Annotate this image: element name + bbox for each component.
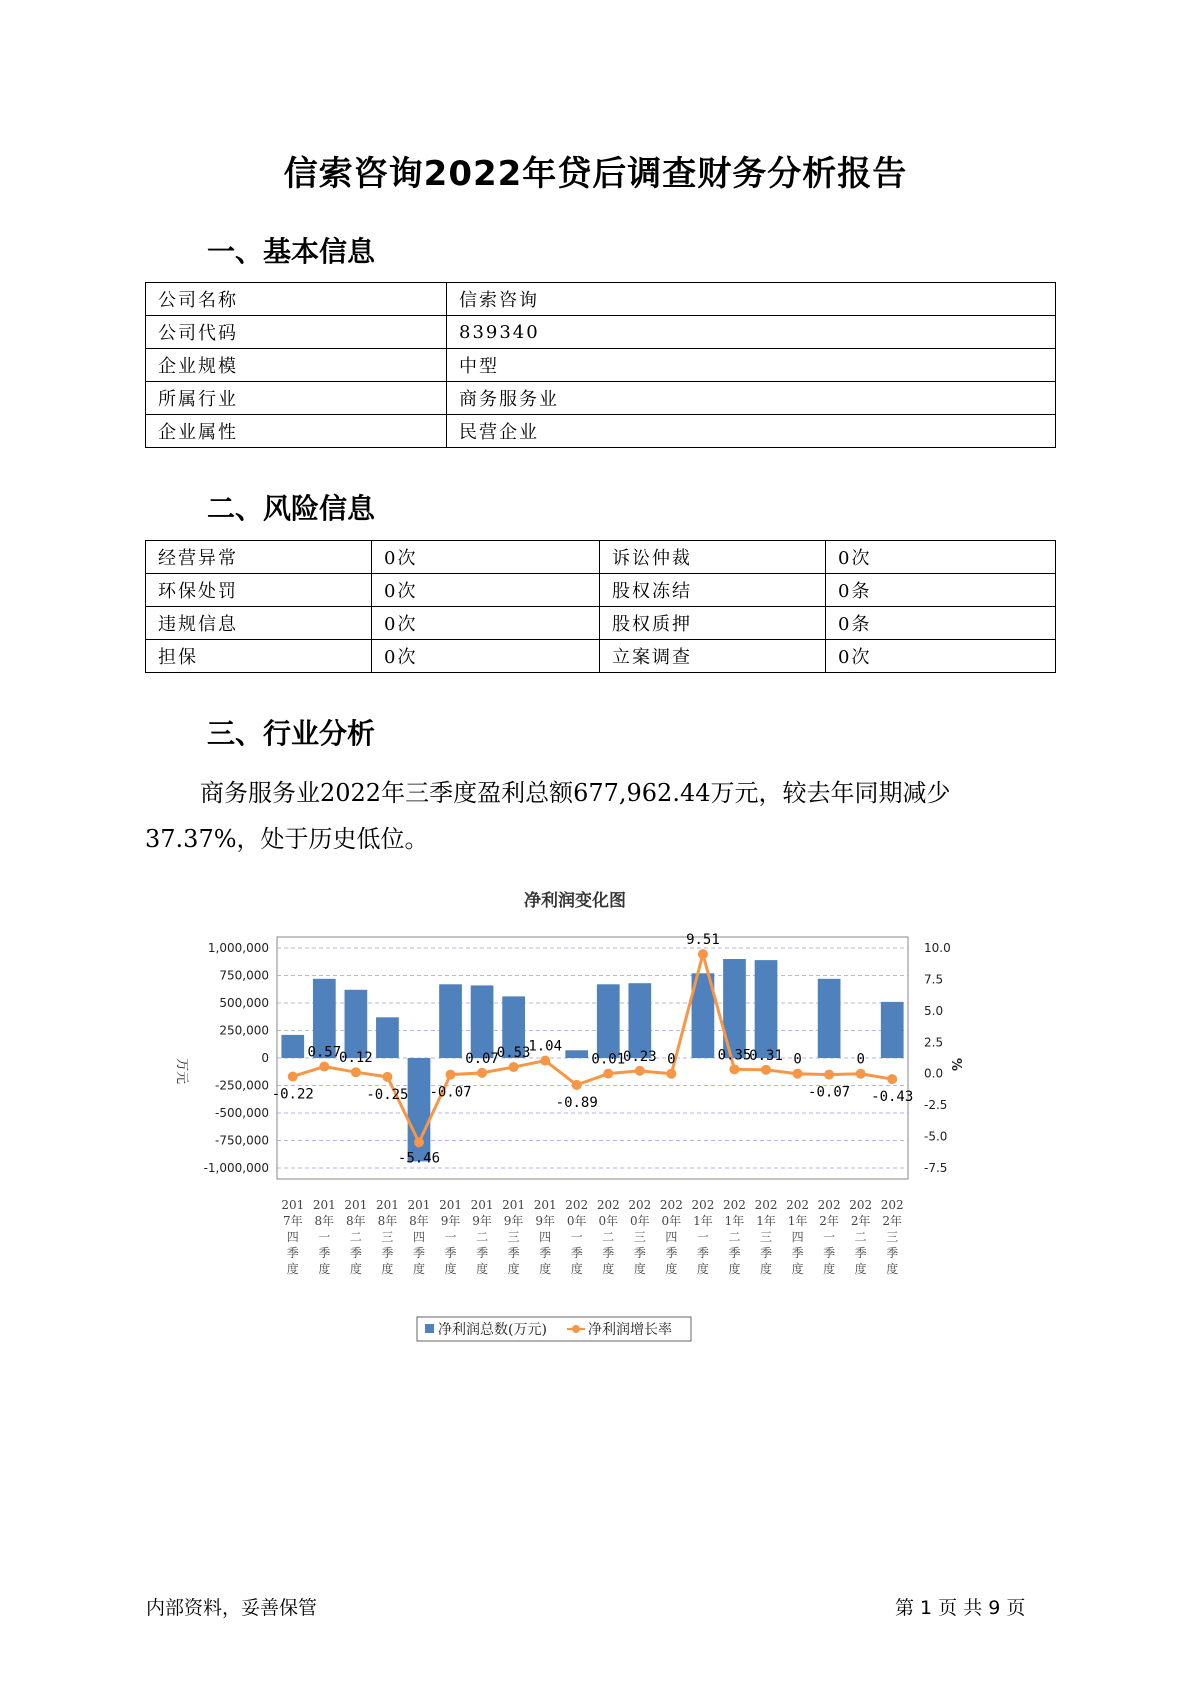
y-tick-right: -7.5 xyxy=(924,1161,948,1175)
x-tick-label-part: 季 xyxy=(823,1246,836,1260)
bar xyxy=(439,984,462,1058)
bar xyxy=(565,1050,588,1058)
x-tick-label-part: 度 xyxy=(570,1262,583,1276)
x-tick-label-part: 度 xyxy=(823,1262,836,1276)
x-tick-label xyxy=(344,1198,367,1276)
x-tick-label-part: 202 xyxy=(880,1198,904,1212)
risk-info-row xyxy=(146,607,1056,640)
y-tick-right: -2.5 xyxy=(924,1098,948,1113)
x-tick-label-part: 9年 xyxy=(535,1214,555,1228)
x-tick-label-part: 二 xyxy=(728,1230,741,1244)
x-tick-label-part: 度 xyxy=(476,1262,489,1276)
growth-point xyxy=(856,1069,866,1079)
x-tick-label xyxy=(439,1198,462,1276)
risk-label: 环保处罚 xyxy=(146,574,372,607)
page-title: 信索咨询2022年贷后调查财务分析报告 xyxy=(283,154,908,194)
data-label: -0.22 xyxy=(271,1086,314,1103)
y-tick-left: 1,000,000 xyxy=(207,941,269,955)
y-tick-right: 7.5 xyxy=(924,972,944,987)
x-tick-label-part: 度 xyxy=(318,1262,331,1276)
data-label: 0.07 xyxy=(465,1050,499,1067)
x-tick-label-part: 7年 xyxy=(282,1214,303,1228)
legend-line-marker xyxy=(572,1325,580,1333)
x-tick-label-part: 度 xyxy=(286,1262,299,1276)
basic-info-row xyxy=(146,283,1056,316)
risk-info-row xyxy=(146,640,1056,673)
y-tick-left: 250,000 xyxy=(219,1023,269,1038)
bar xyxy=(881,1002,904,1058)
chart-title: 净利润变化图 xyxy=(524,891,626,911)
x-tick-label-part: 度 xyxy=(412,1262,425,1276)
x-tick-label xyxy=(376,1198,399,1276)
x-tick-label-part: 季 xyxy=(570,1246,583,1260)
x-tick-label-part: 一 xyxy=(318,1230,331,1244)
data-label: 0 xyxy=(667,1051,676,1068)
x-tick-label-part: 2年 xyxy=(882,1214,903,1228)
growth-point xyxy=(761,1065,771,1075)
bar xyxy=(471,985,494,1058)
data-label: 0.35 xyxy=(717,1047,752,1064)
field-label: 公司名称 xyxy=(146,283,447,316)
x-tick-label-part: 三 xyxy=(507,1230,520,1244)
growth-point xyxy=(446,1070,456,1080)
x-tick-label-part: 201 xyxy=(375,1198,399,1212)
x-tick-label-part: 四 xyxy=(539,1230,552,1244)
growth-point xyxy=(603,1069,613,1079)
x-tick-label-part: 度 xyxy=(665,1262,678,1276)
x-tick-label-part: 二 xyxy=(349,1230,362,1244)
data-label: -0.89 xyxy=(555,1094,598,1111)
data-label: 0.23 xyxy=(622,1048,657,1065)
y-tick-right: 0.0 xyxy=(924,1066,944,1081)
growth-point xyxy=(414,1137,424,1147)
y-axis-label-right: % xyxy=(948,1058,963,1072)
x-tick-label-part: 1年 xyxy=(756,1214,776,1228)
x-tick-label xyxy=(408,1198,431,1276)
x-tick-label-part: 202 xyxy=(754,1198,778,1212)
x-tick-label xyxy=(313,1198,336,1276)
risk-value: 0次 xyxy=(372,541,600,574)
growth-point xyxy=(666,1069,676,1079)
footer-note: 内部资料，妥善保管 xyxy=(146,1597,318,1619)
risk-info-heading: 二、风险信息 xyxy=(207,492,376,525)
x-tick-label-part: 8年 xyxy=(346,1214,366,1228)
data-label: -0.07 xyxy=(808,1084,851,1101)
x-tick-label-part: 9年 xyxy=(440,1214,461,1228)
field-value: 商务服务业 xyxy=(447,382,1056,415)
x-tick-label-part: 0年 xyxy=(661,1214,682,1228)
field-value: 中型 xyxy=(447,349,1056,382)
x-tick-label-part: 季 xyxy=(886,1246,899,1260)
x-tick-label-part: 季 xyxy=(381,1246,394,1260)
x-tick-label xyxy=(691,1198,714,1276)
x-tick-label-part: 季 xyxy=(728,1246,741,1260)
y-axis-label-left: 万元 xyxy=(174,1058,189,1085)
bar xyxy=(755,960,778,1058)
x-tick-label-part: 201 xyxy=(502,1198,526,1212)
x-tick-label-part: 202 xyxy=(691,1198,715,1212)
y-tick-left: 500,000 xyxy=(219,996,269,1010)
x-tick-label-part: 2年 xyxy=(850,1214,871,1228)
x-tick-label-part: 二 xyxy=(602,1230,615,1244)
y-tick-right: 2.5 xyxy=(924,1035,944,1050)
growth-point xyxy=(729,1064,739,1074)
x-tick-label-part: 度 xyxy=(539,1262,552,1276)
x-tick-label-part: 9年 xyxy=(503,1214,524,1228)
x-tick-label-part: 9年 xyxy=(472,1214,492,1228)
x-tick-label-part: 四 xyxy=(791,1230,804,1244)
field-value: 839340 xyxy=(447,316,1056,349)
x-tick-label-part: 季 xyxy=(444,1246,457,1260)
risk-value: 0条 xyxy=(826,607,1056,640)
x-tick-label-part: 一 xyxy=(444,1230,457,1244)
risk-value: 0次 xyxy=(826,541,1056,574)
x-tick-label xyxy=(786,1198,809,1276)
y-tick-right: -5.0 xyxy=(924,1129,948,1144)
x-tick-label-part: 201 xyxy=(281,1198,305,1212)
bar xyxy=(597,984,620,1058)
x-tick-label-part: 一 xyxy=(570,1230,583,1244)
y-tick-left: 0 xyxy=(261,1051,269,1065)
x-tick-label-part: 度 xyxy=(760,1262,773,1276)
y-tick-left: -750,000 xyxy=(215,1133,269,1148)
data-label: 9.51 xyxy=(686,932,720,949)
growth-point xyxy=(698,949,708,959)
risk-label: 股权质押 xyxy=(600,607,826,640)
x-tick-label-part: 季 xyxy=(507,1246,520,1260)
x-tick-label-part: 季 xyxy=(760,1246,773,1260)
field-label: 公司代码 xyxy=(146,316,447,349)
x-tick-label xyxy=(755,1198,778,1276)
x-tick-label-part: 202 xyxy=(723,1198,746,1212)
x-tick-label-part: 8年 xyxy=(377,1214,398,1228)
x-tick-label-part: 四 xyxy=(286,1230,299,1244)
x-tick-label-part: 季 xyxy=(633,1246,646,1260)
basic-info-row xyxy=(146,415,1056,448)
growth-point xyxy=(793,1069,803,1079)
risk-label: 违规信息 xyxy=(146,607,372,640)
x-tick-label-part: 季 xyxy=(602,1246,615,1260)
x-tick-label-part: 季 xyxy=(665,1246,678,1260)
x-tick-label-part: 三 xyxy=(381,1230,394,1244)
data-label: 0.31 xyxy=(749,1047,783,1064)
growth-point xyxy=(382,1072,392,1082)
growth-point xyxy=(635,1066,645,1076)
x-tick-label-part: 度 xyxy=(602,1262,615,1276)
x-tick-label-part: 一 xyxy=(696,1230,709,1244)
x-tick-label-part: 度 xyxy=(791,1262,804,1276)
x-tick-label xyxy=(628,1198,651,1276)
x-tick-label xyxy=(723,1198,746,1276)
x-tick-label-part: 季 xyxy=(318,1246,331,1260)
growth-point xyxy=(477,1068,487,1078)
industry-paragraph xyxy=(145,770,1055,862)
x-tick-label-part: 季 xyxy=(696,1246,709,1260)
risk-label: 担保 xyxy=(146,640,372,673)
x-tick-label-part: 202 xyxy=(596,1198,620,1212)
risk-value: 0次 xyxy=(372,574,600,607)
x-tick-label-part: 201 xyxy=(439,1198,462,1212)
growth-point xyxy=(540,1056,550,1066)
x-tick-label-part: 0年 xyxy=(566,1214,587,1228)
data-label: 0.01 xyxy=(591,1051,626,1068)
x-tick-label xyxy=(818,1198,841,1276)
y-tick-right: 5.0 xyxy=(924,1003,944,1018)
x-tick-label-part: 201 xyxy=(407,1198,431,1212)
basic-info-heading: 一、基本信息 xyxy=(207,235,376,268)
x-tick-label-part: 202 xyxy=(565,1198,589,1212)
x-tick-label xyxy=(534,1198,557,1276)
growth-point xyxy=(288,1071,298,1081)
risk-info-table xyxy=(145,540,1056,673)
x-tick-label-part: 201 xyxy=(533,1198,557,1212)
basic-info-row xyxy=(146,316,1056,349)
risk-info-row xyxy=(146,541,1056,574)
field-label: 企业规模 xyxy=(146,349,447,382)
field-value: 信索咨询 xyxy=(447,283,1056,316)
x-tick-label xyxy=(281,1198,304,1276)
x-tick-label-part: 2年 xyxy=(819,1214,839,1228)
x-tick-label-part: 一 xyxy=(823,1230,836,1244)
x-tick-label-part: 202 xyxy=(659,1198,683,1212)
x-tick-label-part: 四 xyxy=(412,1230,425,1244)
x-tick-label-part: 季 xyxy=(539,1246,552,1260)
growth-point xyxy=(572,1080,582,1090)
x-tick-label-part: 8年 xyxy=(314,1214,335,1228)
x-tick-label-part: 201 xyxy=(312,1198,336,1212)
x-tick-label-part: 202 xyxy=(786,1198,810,1212)
data-label: 0.57 xyxy=(307,1044,342,1061)
risk-label: 股权冻结 xyxy=(600,574,826,607)
x-tick-label xyxy=(471,1198,494,1276)
x-tick-label xyxy=(502,1198,525,1276)
risk-value: 0次 xyxy=(372,640,600,673)
x-tick-label-part: 度 xyxy=(507,1262,520,1276)
x-tick-label-part: 度 xyxy=(633,1262,646,1276)
y-tick-left: -1,000,000 xyxy=(203,1161,269,1175)
x-tick-label-part: 度 xyxy=(854,1262,867,1276)
risk-value: 0条 xyxy=(826,574,1056,607)
industry-text: 商务服务业2022年三季度盈利总额677,962.44万元，较去年同期减少37.37%，处于历史低位。 xyxy=(145,779,951,853)
data-label: 0.53 xyxy=(496,1045,531,1062)
x-tick-label-part: 四 xyxy=(665,1230,678,1244)
x-tick-label-part: 季 xyxy=(286,1246,299,1260)
y-tick-left: -250,000 xyxy=(215,1078,269,1093)
data-label: 0 xyxy=(856,1051,865,1068)
x-tick-label-part: 度 xyxy=(728,1262,741,1276)
x-tick-label-part: 1年 xyxy=(724,1214,745,1228)
y-tick-left: 750,000 xyxy=(219,968,269,983)
x-tick-label xyxy=(660,1198,683,1276)
bar xyxy=(818,979,841,1058)
x-tick-label-part: 季 xyxy=(854,1246,867,1260)
bar xyxy=(345,990,368,1058)
x-tick-label-part: 201 xyxy=(344,1198,368,1212)
x-tick-label-part: 201 xyxy=(470,1198,494,1212)
x-tick-label-part: 二 xyxy=(476,1230,489,1244)
legend-line-label: 净利润增长率 xyxy=(588,1322,672,1338)
legend-bar-swatch xyxy=(425,1324,434,1333)
x-tick-label-part: 季 xyxy=(412,1246,425,1260)
x-tick-label-part: 202 xyxy=(628,1198,652,1212)
risk-info-row xyxy=(146,574,1056,607)
field-label: 所属行业 xyxy=(146,382,447,415)
net-profit-chart xyxy=(170,880,1010,1350)
x-tick-label-part: 1年 xyxy=(787,1214,808,1228)
field-value: 民营企业 xyxy=(447,415,1056,448)
risk-label: 立案调查 xyxy=(600,640,826,673)
data-label: 0 xyxy=(793,1051,802,1068)
data-label: -5.46 xyxy=(397,1150,441,1167)
growth-point xyxy=(824,1070,834,1080)
x-tick-label xyxy=(597,1198,620,1276)
x-tick-label xyxy=(849,1198,872,1276)
growth-point xyxy=(887,1074,897,1084)
y-tick-left: -500,000 xyxy=(215,1106,269,1120)
x-tick-label-part: 度 xyxy=(444,1262,457,1276)
data-label: -0.07 xyxy=(429,1084,472,1101)
industry-heading: 三、行业分析 xyxy=(207,717,376,750)
risk-value: 0次 xyxy=(826,640,1056,673)
risk-label: 经营异常 xyxy=(146,541,372,574)
x-tick-label-part: 季 xyxy=(791,1246,804,1260)
x-tick-label-part: 季 xyxy=(349,1246,362,1260)
growth-point xyxy=(351,1067,361,1077)
x-tick-label xyxy=(881,1198,904,1276)
basic-info-table xyxy=(145,282,1056,448)
bar xyxy=(376,1017,399,1058)
x-tick-label-part: 1年 xyxy=(693,1214,713,1228)
data-label: 1.04 xyxy=(528,1038,563,1055)
basic-info-row xyxy=(146,382,1056,415)
x-tick-label-part: 季 xyxy=(476,1246,489,1260)
page-number: 第 1 页 共 9 页 xyxy=(895,1597,1026,1619)
x-tick-label-part: 0年 xyxy=(598,1214,619,1228)
growth-point xyxy=(509,1062,519,1072)
data-label: -0.43 xyxy=(871,1089,914,1106)
field-label: 企业属性 xyxy=(146,415,447,448)
risk-value: 0次 xyxy=(372,607,600,640)
bar xyxy=(628,983,651,1058)
x-tick-label-part: 8年 xyxy=(409,1214,429,1228)
data-label: -0.25 xyxy=(366,1086,409,1103)
x-tick-label-part: 0年 xyxy=(630,1214,650,1228)
x-tick-label-part: 202 xyxy=(817,1198,841,1212)
data-label: 0.12 xyxy=(339,1050,373,1067)
legend-bar-label: 净利润总数(万元) xyxy=(438,1322,547,1338)
risk-label: 诉讼仲裁 xyxy=(600,541,826,574)
basic-info-row xyxy=(146,349,1056,382)
x-tick-label-part: 二 xyxy=(854,1230,867,1244)
x-tick-label-part: 度 xyxy=(349,1262,362,1276)
y-tick-right: 10.0 xyxy=(924,941,951,955)
x-tick-label-part: 202 xyxy=(849,1198,873,1212)
x-tick-label-part: 三 xyxy=(886,1230,899,1244)
x-tick-label xyxy=(565,1198,588,1276)
x-tick-label-part: 度 xyxy=(381,1262,394,1276)
x-tick-label-part: 度 xyxy=(886,1262,899,1276)
x-tick-label-part: 度 xyxy=(696,1262,709,1276)
growth-point xyxy=(319,1062,329,1072)
x-tick-label-part: 三 xyxy=(633,1230,646,1244)
x-tick-label-part: 三 xyxy=(760,1230,773,1244)
bar xyxy=(281,1035,304,1058)
